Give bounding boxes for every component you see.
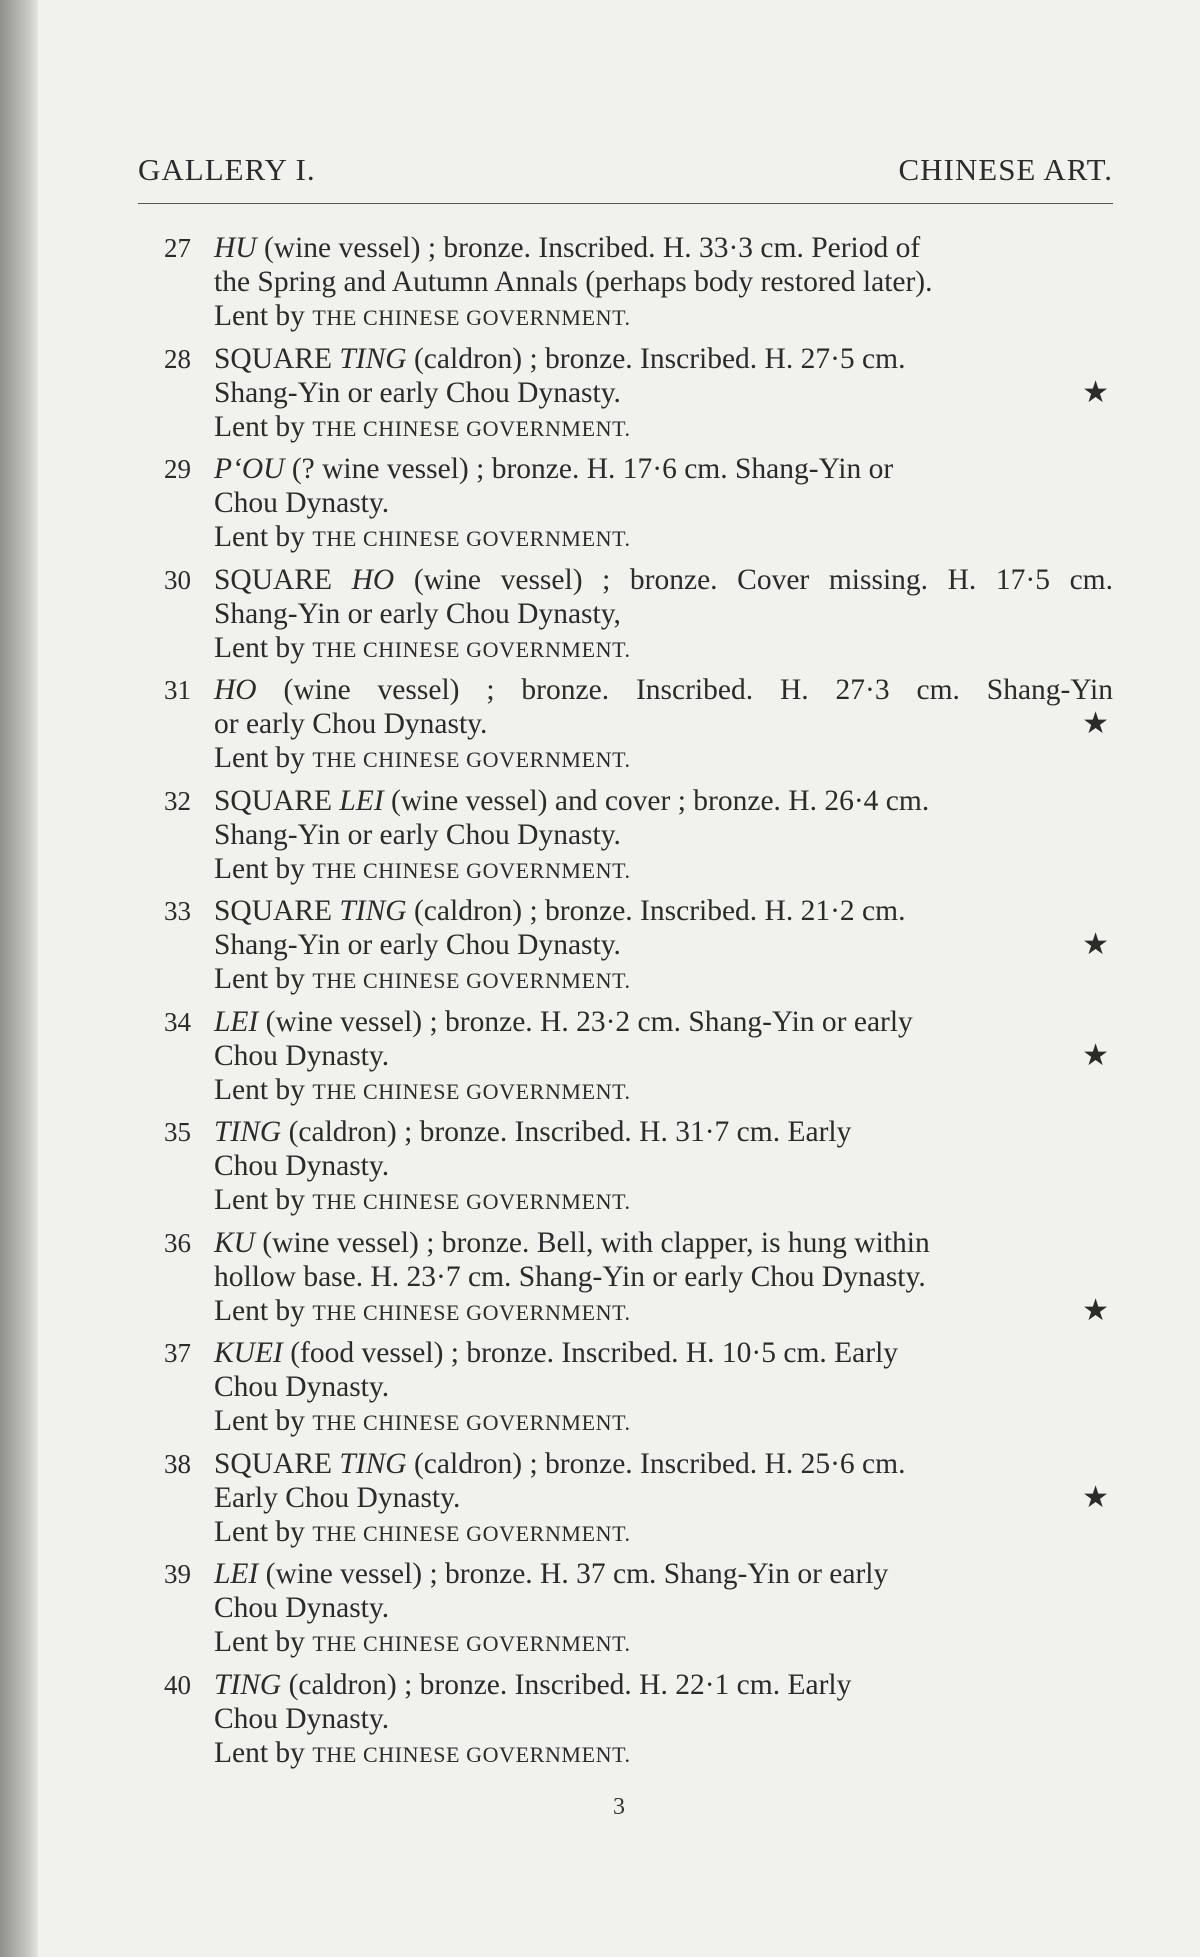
lender-text <box>214 632 631 664</box>
description-text: hollow base. H. 23·7 cm. Shang-Yin or early Chou Dynasty. <box>214 1260 926 1293</box>
entry-number: 33 <box>164 896 191 926</box>
lender-text <box>214 1184 631 1216</box>
entry-description <box>214 452 1113 486</box>
catalogue-entry <box>138 1668 1113 1772</box>
description-text: (wine vessel) ; bronze. H. 23·2 cm. Shang-Yin or early <box>258 1005 913 1038</box>
description-text: Early Chou Dynasty. <box>214 1481 461 1514</box>
entry-description-continued <box>214 1039 1113 1073</box>
lender-name: THE CHINESE GOVERNMENT. <box>312 1189 631 1214</box>
entry-description-continued <box>214 265 1113 299</box>
star-icon: ★ <box>1082 707 1109 740</box>
description-text: (wine vessel) ; bronze. Inscribed. H. 33·3 cm. Period of <box>256 232 921 264</box>
entry-description <box>214 673 1113 707</box>
lender-name: THE CHINESE GOVERNMENT. <box>312 1410 631 1435</box>
object-type-term: P‘OU <box>214 453 285 485</box>
catalogue-page <box>38 0 1200 1957</box>
entry-number: 30 <box>164 564 191 595</box>
lender-name: THE CHINESE GOVERNMENT. <box>312 1520 631 1546</box>
lender-text <box>214 1074 631 1106</box>
description-text: (wine vessel) ; bronze. Bell, with clapper, is hung within <box>254 1226 930 1259</box>
line-text <box>214 1592 389 1624</box>
entry-description <box>214 1115 1113 1149</box>
object-type-term: TING <box>214 1668 282 1701</box>
entry-description <box>214 231 1113 265</box>
object-type-term: HO <box>214 674 257 706</box>
lender-text <box>214 742 631 774</box>
header-section: CHINESE ART. <box>898 152 1113 187</box>
description-text: (caldron) ; bronze. Inscribed. H. 25·6 cm. <box>406 1447 906 1480</box>
line-text <box>214 1448 905 1480</box>
catalogue-entry <box>138 784 1113 888</box>
line-text <box>214 1558 888 1590</box>
description-text: SQUARE <box>214 895 340 927</box>
catalogue-entry <box>138 894 1113 998</box>
entry-number: 28 <box>164 343 191 374</box>
line-text <box>214 1006 913 1038</box>
catalogue-entry <box>138 452 1113 556</box>
lender-text <box>214 300 631 332</box>
lender-prefix: Lent by <box>214 521 305 553</box>
object-type-term: KU <box>214 1226 255 1259</box>
lender-prefix: Lent by <box>214 1405 305 1437</box>
entry-number: 29 <box>164 454 191 484</box>
lender-name: THE CHINESE GOVERNMENT. <box>312 747 631 772</box>
object-type-term: HO <box>351 563 395 596</box>
catalogue-entry <box>138 563 1113 667</box>
description-text: (wine vessel) ; bronze. Cover missing. H. 17·5 cm. <box>394 563 1113 596</box>
description-text: SQUARE <box>214 342 340 375</box>
line-text <box>214 1039 389 1073</box>
lender-text <box>214 411 631 443</box>
lender-line <box>214 1294 1113 1330</box>
lender-name: THE CHINESE GOVERNMENT. <box>312 636 631 662</box>
entry-number: 39 <box>164 1559 191 1589</box>
lender-name: THE CHINESE GOVERNMENT. <box>312 415 631 441</box>
object-type-term: TING <box>339 1447 407 1480</box>
line-text <box>214 453 893 485</box>
entry-description <box>214 1336 1113 1370</box>
lender-name: THE CHINESE GOVERNMENT. <box>312 857 631 883</box>
description-text: SQUARE <box>214 563 352 596</box>
lender-prefix: Lent by <box>214 1515 305 1548</box>
entry-number: 38 <box>164 1448 191 1479</box>
lender-prefix: Lent by <box>214 1736 305 1769</box>
line-text <box>214 707 487 741</box>
lender-name: THE CHINESE GOVERNMENT. <box>312 1078 631 1104</box>
entry-description <box>214 1226 1113 1260</box>
lender-name: THE CHINESE GOVERNMENT. <box>312 1631 631 1656</box>
description-text: Chou Dynasty. <box>214 1371 390 1403</box>
description-text: SQUARE <box>214 784 340 817</box>
entry-number: 36 <box>164 1227 191 1258</box>
lender-line <box>214 741 1113 777</box>
lender-line <box>214 631 1113 667</box>
description-text: Chou Dynasty. <box>214 1039 390 1072</box>
lender-prefix: Lent by <box>214 1626 305 1658</box>
lender-text <box>214 1405 631 1437</box>
line-text <box>214 1337 898 1369</box>
line-text <box>214 564 1113 596</box>
star-icon: ★ <box>1082 1480 1109 1514</box>
lender-text <box>214 521 631 553</box>
line-text <box>214 1227 930 1259</box>
lender-line <box>214 520 1113 556</box>
description-text: (caldron) ; bronze. Inscribed. H. 31·7 cm. Early <box>281 1116 852 1148</box>
entry-description-continued <box>214 818 1113 852</box>
lender-line <box>214 1515 1113 1551</box>
object-type-term: KUEI <box>214 1337 283 1369</box>
entry-number: 32 <box>164 785 191 816</box>
object-type-term: TING <box>339 895 407 927</box>
line-text <box>214 376 621 410</box>
lender-name: THE CHINESE GOVERNMENT. <box>312 1741 631 1767</box>
line-text <box>214 1116 851 1148</box>
line-text <box>214 343 905 375</box>
lender-line <box>214 1183 1113 1219</box>
description-text: (wine vessel) and cover ; bronze. H. 26·4 cm. <box>383 784 930 817</box>
line-text <box>214 1261 926 1293</box>
line-text <box>214 232 920 264</box>
lender-text <box>214 1737 631 1769</box>
catalogue-entry <box>138 231 1113 335</box>
entry-description <box>214 784 1113 818</box>
page-number: 3 <box>613 1794 625 1820</box>
lender-prefix: Lent by <box>214 1073 305 1106</box>
entry-number: 37 <box>164 1338 191 1368</box>
entry-number: 34 <box>164 1006 191 1037</box>
entry-description-continued <box>214 1260 1113 1294</box>
lender-prefix: Lent by <box>214 631 305 664</box>
lender-name: THE CHINESE GOVERNMENT. <box>312 1299 631 1325</box>
entry-description-continued <box>214 1370 1113 1404</box>
object-type-term: LEI <box>214 1558 259 1590</box>
catalogue-entry <box>138 1115 1113 1219</box>
description-text: (wine vessel) ; bronze. H. 37 cm. Shang-Yin or early <box>258 1558 889 1590</box>
catalogue-entry <box>138 1226 1113 1330</box>
description-text: SQUARE <box>214 1447 340 1480</box>
star-icon: ★ <box>1082 928 1109 961</box>
lender-text <box>214 1294 631 1330</box>
catalogue-entries <box>138 231 1113 1778</box>
line-text <box>214 1703 389 1735</box>
description-text: Chou Dynasty. <box>214 1702 390 1735</box>
line-text <box>214 895 905 927</box>
description-text: the Spring and Autumn Annals (perhaps body restored later). <box>214 266 933 298</box>
entry-description <box>214 1447 1113 1481</box>
line-text <box>214 487 389 519</box>
entry-description-continued <box>214 707 1113 741</box>
description-text: (food vessel) ; bronze. Inscribed. H. 10·5 cm. Early <box>282 1337 899 1369</box>
description-text: Shang-Yin or early Chou Dynasty. <box>214 376 621 409</box>
entry-description-continued <box>214 1591 1113 1625</box>
lender-line <box>214 1736 1113 1772</box>
lender-prefix: Lent by <box>214 963 305 995</box>
object-type-term: HU <box>214 232 257 264</box>
object-type-term: TING <box>339 342 407 375</box>
running-header <box>138 152 1113 196</box>
description-text: (caldron) ; bronze. Inscribed. H. 21·2 cm. <box>406 895 906 927</box>
catalogue-entry <box>138 1447 1113 1551</box>
entry-description-continued <box>214 376 1113 410</box>
lender-prefix: Lent by <box>214 410 305 443</box>
line-text <box>214 819 621 851</box>
entry-description-continued <box>214 597 1113 631</box>
line-text <box>214 598 621 630</box>
book-spine-shadow <box>0 0 38 1957</box>
lender-prefix: Lent by <box>214 742 305 774</box>
entry-number: 35 <box>164 1117 191 1147</box>
entry-description <box>214 894 1113 928</box>
description-text: (? wine vessel) ; bronze. H. 17·6 cm. Shang-Yin or <box>284 453 894 485</box>
entry-description-continued <box>214 1702 1113 1736</box>
lender-line <box>214 299 1113 335</box>
lender-line <box>214 1625 1113 1661</box>
lender-name: THE CHINESE GOVERNMENT. <box>312 305 631 330</box>
entry-description <box>214 1005 1113 1039</box>
line-text <box>214 928 621 962</box>
header-rule <box>138 203 1113 204</box>
description-text: Chou Dynasty. <box>214 1592 390 1624</box>
description-text: Chou Dynasty. <box>214 1150 390 1182</box>
line-text <box>214 785 929 817</box>
entry-description <box>214 342 1113 376</box>
entry-description <box>214 1668 1113 1702</box>
line-text <box>214 1669 851 1701</box>
lender-prefix: Lent by <box>214 1294 305 1327</box>
description-text: Shang-Yin or early Chou Dynasty, <box>214 597 621 630</box>
lender-prefix: Lent by <box>214 1184 305 1216</box>
lender-line <box>214 962 1113 998</box>
description-text: (caldron) ; bronze. Inscribed. H. 22·1 cm. Early <box>281 1668 852 1701</box>
catalogue-entry <box>138 1557 1113 1661</box>
description-text: Shang-Yin or early Chou Dynasty. <box>214 929 621 961</box>
star-icon: ★ <box>1082 375 1109 409</box>
entry-description <box>214 1557 1113 1591</box>
lender-text <box>214 1626 631 1658</box>
description-text: (wine vessel) ; bronze. Inscribed. H. 27·3 cm. Shang-Yin <box>256 674 1113 706</box>
lender-name: THE CHINESE GOVERNMENT. <box>312 968 631 993</box>
line-text <box>214 266 933 298</box>
object-type-term: LEI <box>214 1005 259 1038</box>
description-text: Chou Dynasty. <box>214 487 390 519</box>
description-text: Shang-Yin or early Chou Dynasty. <box>214 818 621 851</box>
object-type-term: TING <box>214 1116 282 1148</box>
lender-prefix: Lent by <box>214 300 305 332</box>
lender-text <box>214 1516 631 1548</box>
star-icon: ★ <box>1082 1293 1109 1327</box>
line-text <box>214 674 1113 706</box>
entry-description-continued <box>214 1481 1113 1515</box>
entry-description <box>214 563 1113 597</box>
entry-number: 31 <box>164 675 191 705</box>
description-text: or early Chou Dynasty. <box>214 708 488 740</box>
entry-number: 40 <box>164 1669 191 1700</box>
entry-number: 27 <box>164 233 191 263</box>
object-type-term: LEI <box>339 784 384 817</box>
lender-line <box>214 1073 1113 1109</box>
line-text <box>214 1481 460 1515</box>
entry-description-continued <box>214 928 1113 962</box>
catalogue-entry <box>138 342 1113 446</box>
lender-line <box>214 1404 1113 1440</box>
entry-description-continued <box>214 486 1113 520</box>
catalogue-entry <box>138 1005 1113 1109</box>
line-text <box>214 1150 389 1182</box>
line-text <box>214 1371 389 1403</box>
lender-text <box>214 853 631 885</box>
catalogue-entry <box>138 1336 1113 1440</box>
lender-name: THE CHINESE GOVERNMENT. <box>312 526 631 551</box>
lender-line <box>214 852 1113 888</box>
header-gallery: GALLERY I. <box>138 152 316 187</box>
lender-line <box>214 410 1113 446</box>
entry-description-continued <box>214 1149 1113 1183</box>
description-text: (caldron) ; bronze. Inscribed. H. 27·5 cm. <box>406 342 906 375</box>
lender-text <box>214 963 631 995</box>
catalogue-entry <box>138 673 1113 777</box>
lender-prefix: Lent by <box>214 852 305 885</box>
star-icon: ★ <box>1082 1038 1109 1072</box>
